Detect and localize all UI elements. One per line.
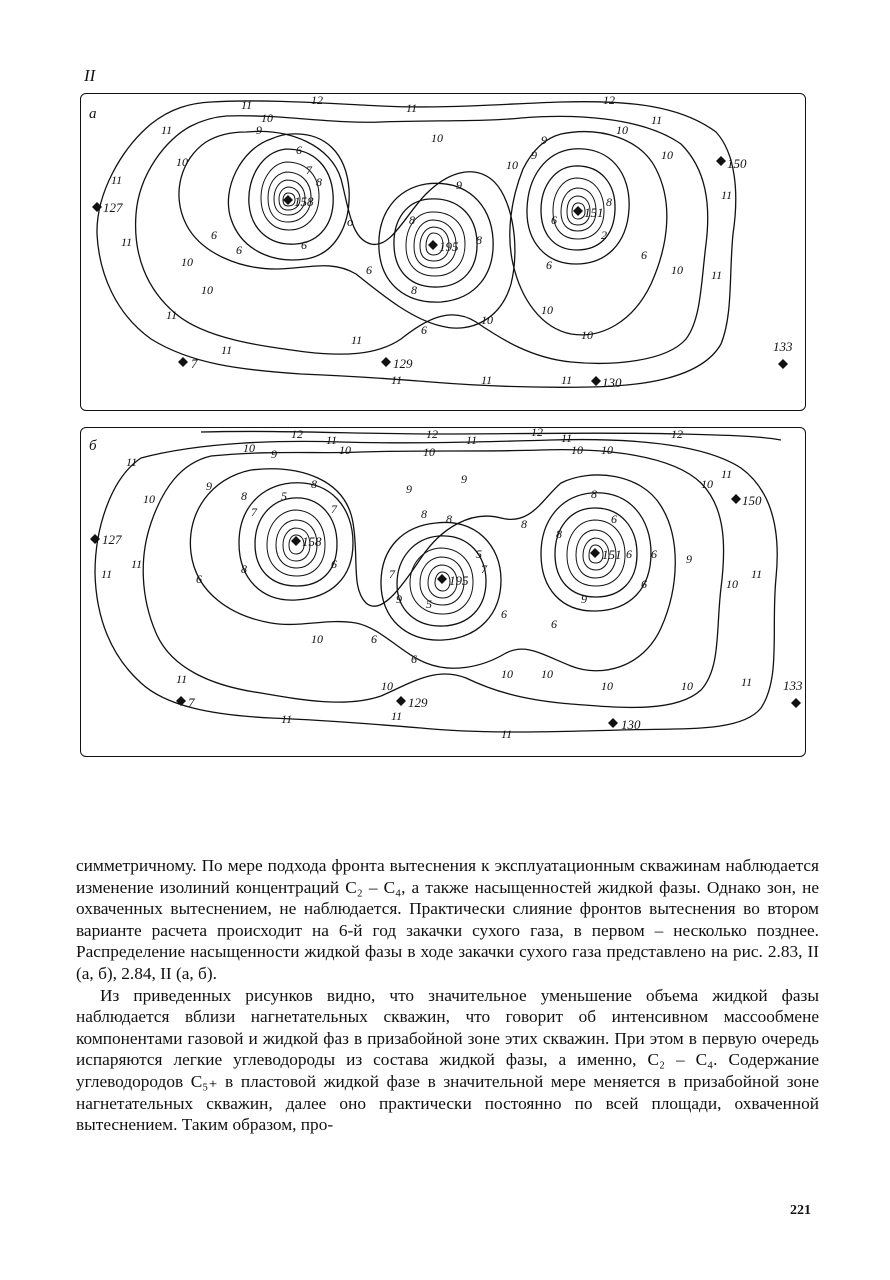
- svg-text:11: 11: [121, 235, 133, 249]
- svg-text:8: 8: [591, 487, 597, 501]
- svg-text:151: 151: [602, 547, 622, 562]
- isoline-12: [201, 431, 781, 440]
- svg-text:6: 6: [236, 243, 242, 257]
- svg-text:11: 11: [721, 467, 733, 481]
- svg-text:6: 6: [371, 632, 377, 646]
- isoline-10: [179, 131, 515, 328]
- svg-text:6: 6: [421, 323, 427, 337]
- svg-text:11: 11: [561, 373, 573, 387]
- svg-text:8: 8: [446, 512, 452, 526]
- svg-text:10: 10: [726, 577, 738, 591]
- svg-text:2: 2: [601, 228, 607, 242]
- svg-text:6: 6: [331, 557, 337, 571]
- svg-text:10: 10: [581, 328, 593, 342]
- well-marker-7: [176, 695, 195, 710]
- well-marker-150: [731, 493, 762, 508]
- svg-text:11: 11: [166, 308, 178, 322]
- svg-text:6: 6: [501, 607, 507, 621]
- svg-text:195: 195: [449, 573, 469, 588]
- contour-map-panel-b: [80, 427, 806, 757]
- well-marker-151: [590, 547, 622, 562]
- svg-text:158: 158: [302, 534, 322, 549]
- svg-text:10: 10: [571, 443, 583, 457]
- center-mark: о: [347, 214, 354, 229]
- svg-text:11: 11: [101, 567, 113, 581]
- well-marker-195: [428, 239, 459, 254]
- svg-text:130: 130: [621, 717, 641, 732]
- svg-text:6: 6: [611, 512, 617, 526]
- svg-text:10: 10: [181, 255, 193, 269]
- svg-text:9: 9: [271, 447, 277, 461]
- svg-text:6: 6: [301, 238, 307, 252]
- svg-text:8: 8: [241, 562, 247, 576]
- svg-text:129: 129: [393, 356, 413, 371]
- svg-text:11: 11: [751, 567, 763, 581]
- svg-text:10: 10: [541, 303, 553, 317]
- svg-text:6: 6: [551, 617, 557, 631]
- well-marker-151: [573, 205, 604, 220]
- svg-text:12: 12: [531, 428, 543, 439]
- well-marker-158: [283, 194, 314, 209]
- svg-text:9: 9: [206, 479, 212, 493]
- svg-text:7: 7: [481, 562, 487, 576]
- svg-text:10: 10: [661, 148, 673, 162]
- svg-text:10: 10: [701, 477, 713, 491]
- svg-text:9: 9: [456, 178, 462, 192]
- svg-text:12: 12: [311, 94, 323, 107]
- svg-text:10: 10: [311, 632, 323, 646]
- svg-text:10: 10: [381, 679, 393, 693]
- well-marker-130: [591, 375, 622, 390]
- well-marker-195: [437, 573, 469, 588]
- well-marker-129: [396, 695, 428, 710]
- svg-text:7: 7: [306, 163, 312, 177]
- svg-text:10: 10: [201, 283, 213, 297]
- svg-text:8: 8: [316, 175, 322, 189]
- svg-text:9: 9: [461, 472, 467, 486]
- svg-text:5: 5: [426, 597, 432, 611]
- svg-text:11: 11: [221, 343, 233, 357]
- svg-text:5: 5: [281, 489, 287, 503]
- svg-text:6: 6: [551, 213, 557, 227]
- svg-text:8: 8: [409, 213, 415, 227]
- svg-text:11: 11: [281, 712, 293, 726]
- svg-text:8: 8: [421, 507, 427, 521]
- svg-text:8: 8: [311, 477, 317, 491]
- svg-text:10: 10: [431, 131, 443, 145]
- svg-text:150: 150: [727, 156, 747, 171]
- panel-letter-b: б: [89, 438, 97, 454]
- contour-map-a: [81, 94, 807, 412]
- svg-text:6: 6: [651, 547, 657, 561]
- svg-text:10: 10: [423, 445, 435, 459]
- svg-text:10: 10: [601, 443, 613, 457]
- svg-text:11: 11: [241, 98, 253, 112]
- well-marker-150: [716, 156, 747, 171]
- well-marker-133: [773, 339, 793, 369]
- svg-text:130: 130: [602, 375, 622, 390]
- svg-text:6: 6: [296, 143, 302, 157]
- svg-text:10: 10: [143, 492, 155, 506]
- svg-text:11: 11: [131, 557, 143, 571]
- svg-text:11: 11: [561, 431, 573, 445]
- svg-text:6: 6: [641, 577, 647, 591]
- svg-text:11: 11: [481, 373, 493, 387]
- svg-text:8: 8: [411, 283, 417, 297]
- svg-text:127: 127: [103, 200, 123, 215]
- svg-text:12: 12: [671, 428, 683, 441]
- svg-text:10: 10: [681, 679, 693, 693]
- contour-map-panel-a: [80, 93, 806, 411]
- svg-text:12: 12: [426, 428, 438, 441]
- svg-text:7: 7: [188, 695, 195, 710]
- svg-text:9: 9: [581, 592, 587, 606]
- svg-text:11: 11: [651, 113, 663, 127]
- svg-text:6: 6: [196, 572, 202, 586]
- well-marker-127: [90, 532, 122, 547]
- svg-text:150: 150: [742, 493, 762, 508]
- body-text: [76, 855, 819, 1136]
- svg-text:8: 8: [521, 517, 527, 531]
- svg-text:10: 10: [481, 313, 493, 327]
- svg-text:6: 6: [366, 263, 372, 277]
- svg-text:9: 9: [531, 148, 537, 162]
- svg-text:10: 10: [501, 667, 513, 681]
- well-marker-129: [381, 356, 413, 371]
- svg-text:7: 7: [251, 505, 257, 519]
- svg-text:10: 10: [601, 679, 613, 693]
- svg-text:6: 6: [411, 652, 417, 666]
- svg-text:195: 195: [439, 239, 459, 254]
- isoline-10-right: [510, 132, 667, 335]
- svg-text:6: 6: [641, 248, 647, 262]
- svg-text:11: 11: [501, 727, 513, 741]
- svg-text:11: 11: [711, 268, 723, 282]
- svg-text:10: 10: [506, 158, 518, 172]
- svg-text:9: 9: [256, 123, 262, 137]
- page-number: 221: [790, 1203, 811, 1218]
- svg-text:10: 10: [541, 667, 553, 681]
- svg-text:9: 9: [396, 592, 402, 606]
- svg-text:9: 9: [686, 552, 692, 566]
- svg-text:129: 129: [408, 695, 428, 710]
- svg-text:7: 7: [331, 502, 337, 516]
- contour-map-b: [81, 428, 807, 758]
- svg-text:10: 10: [176, 155, 188, 169]
- svg-text:6: 6: [546, 258, 552, 272]
- well-marker-7: [178, 356, 198, 371]
- svg-text:11: 11: [721, 188, 733, 202]
- svg-text:8: 8: [556, 527, 562, 541]
- svg-text:11: 11: [176, 672, 188, 686]
- svg-text:127: 127: [102, 532, 122, 547]
- svg-text:133: 133: [783, 678, 803, 693]
- svg-text:10: 10: [671, 263, 683, 277]
- svg-text:8: 8: [606, 195, 612, 209]
- paragraph-2: Из приведенных рисунков видно, что значительное уменьшение объема жидкой фазы наблюдается вблизи нагнетательных скважин, что говорит об интенсивном массообмене компонентами газовой и жидкой фаз в призабойной зоне этих скважин. При этом в первую очередь испаряются легкие углеводороды из состава жидкой фазы, а именно, C₂ – C₄. Содержание углеводородов C₅₊ в пластовой жидкой фазе в значительной мере меняется в призабойной зоне нагнетательных скважин, далее оно практически постоянно по всей площади, охваченной вытеснением. Таким образом, про-: [76, 985, 819, 1135]
- svg-text:6: 6: [211, 228, 217, 242]
- svg-text:12: 12: [603, 94, 615, 107]
- svg-text:11: 11: [391, 709, 403, 723]
- svg-text:11: 11: [406, 101, 418, 115]
- svg-text:7: 7: [389, 567, 395, 581]
- well-marker-127: [92, 200, 123, 215]
- isoline-10: [143, 450, 723, 708]
- svg-text:10: 10: [616, 123, 628, 137]
- svg-text:11: 11: [391, 373, 403, 387]
- svg-text:9: 9: [406, 482, 412, 496]
- svg-text:8: 8: [476, 233, 482, 247]
- svg-text:7: 7: [191, 356, 198, 371]
- panel-letter-a: а: [89, 106, 97, 122]
- svg-text:11: 11: [466, 433, 478, 447]
- svg-text:11: 11: [741, 675, 753, 689]
- svg-text:133: 133: [773, 339, 793, 354]
- svg-text:151: 151: [584, 205, 604, 220]
- well-marker-158: [291, 534, 322, 549]
- svg-text:6: 6: [626, 547, 632, 561]
- svg-text:10: 10: [243, 441, 255, 455]
- svg-text:11: 11: [351, 333, 363, 347]
- svg-text:158: 158: [294, 194, 314, 209]
- svg-text:10: 10: [339, 443, 351, 457]
- svg-text:11: 11: [126, 455, 138, 469]
- svg-text:11: 11: [111, 173, 123, 187]
- figure-label: II: [84, 66, 96, 85]
- svg-text:11: 11: [326, 433, 338, 447]
- paragraph-1: симметричному. По мере подхода фронта вытеснения к эксплуатационным скважинам наблюдается изменение изолиний концентраций C₂ – C₄, а также насыщенностей жидкой фазы. Однако зон, не охваченных вытеснением, не наблюдается. Практически слияние фронтов вытеснения во втором варианте расчета происходит на 6-й год закачки сухого газа, в первом – несколько позднее. Распределение насыщенности жидкой фазы в ходе закачки сухого газа представлено на рис. 2.83, II (а, б), 2.84, II (а, б).: [76, 856, 819, 983]
- isoline-outer: [97, 101, 736, 387]
- svg-text:5: 5: [476, 547, 482, 561]
- well-marker-133: [783, 678, 803, 708]
- svg-text:9: 9: [541, 133, 547, 147]
- svg-text:8: 8: [241, 489, 247, 503]
- svg-text:11: 11: [161, 123, 173, 137]
- svg-text:10: 10: [261, 111, 273, 125]
- svg-text:12: 12: [291, 428, 303, 441]
